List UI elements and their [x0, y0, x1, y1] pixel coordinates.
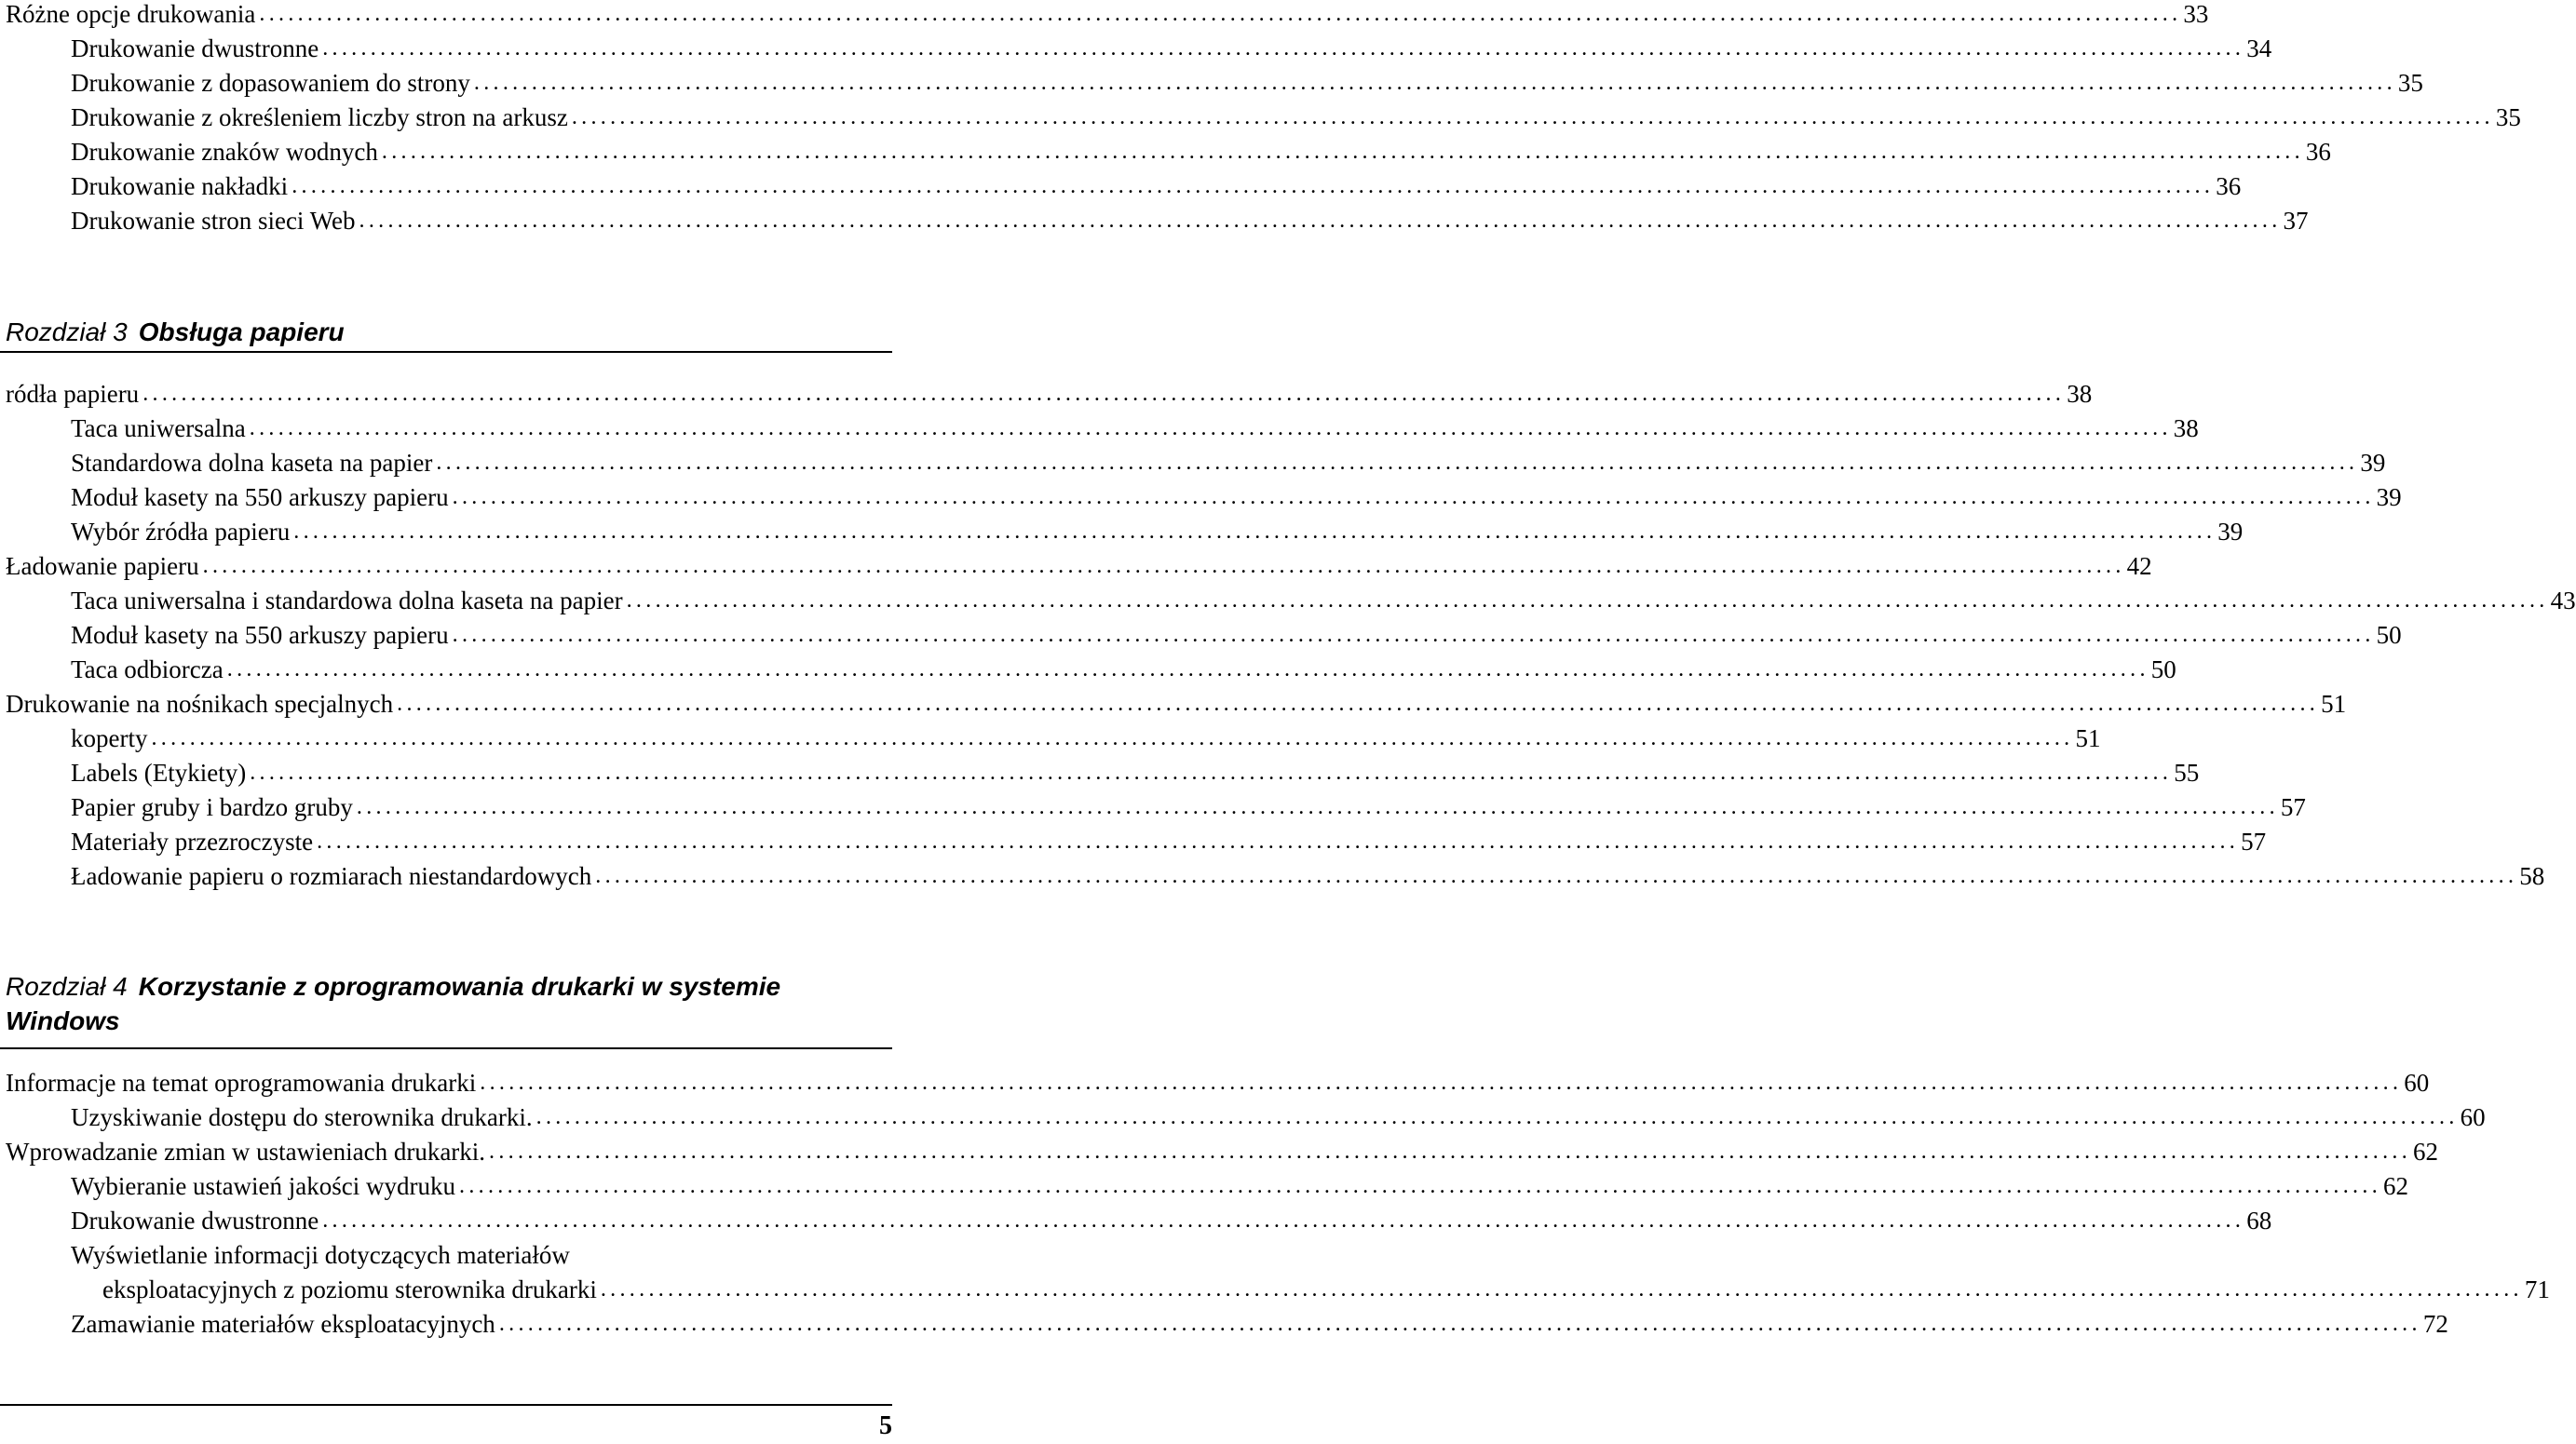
- chapter-3-rule: [0, 351, 892, 353]
- toc-entry[interactable]: [0, 549, 2152, 584]
- toc-entry-title: Drukowanie nakładki: [71, 169, 291, 204]
- toc-entry[interactable]: [0, 169, 2242, 204]
- dot-leader: ........................................................................................................................................................................................................: [536, 1105, 2459, 1129]
- toc-entry[interactable]: [0, 480, 2402, 515]
- dot-leader: ........................................................................................................................................................................................................: [397, 692, 2320, 716]
- toc-entry-title: ródła papieru: [6, 377, 142, 412]
- toc-entry-page: 39: [2217, 518, 2244, 546]
- toc-entry[interactable]: [0, 1135, 2439, 1169]
- toc-entry[interactable]: [0, 1204, 2272, 1238]
- chapter-title-line2: Windows: [6, 1006, 120, 1035]
- toc-entry-page: 68: [2246, 1207, 2272, 1235]
- chapter-label: Rozdział 4: [6, 972, 128, 1001]
- toc-entry-title: Wyświetlanie informacji dotyczących materiałów: [71, 1241, 570, 1269]
- toc-entry-page: 38: [2173, 414, 2199, 442]
- toc-entry-page: 38: [2067, 380, 2093, 408]
- toc-entry-page: 42: [2126, 552, 2152, 580]
- toc-entry-title: Drukowanie stron sieci Web: [71, 204, 359, 238]
- toc-entry-title: Taca uniwersalna: [71, 412, 250, 446]
- dot-leader: ........................................................................................................................................................................................................: [473, 71, 2396, 95]
- toc-entry-title: koperty: [71, 722, 151, 756]
- dot-leader: ........................................................................................................................................................................................................: [226, 657, 2149, 682]
- toc-entry-title: Drukowanie znaków wodnych: [71, 135, 382, 169]
- toc-entry-title: Drukowanie dwustronne: [71, 32, 322, 66]
- dot-leader: ........................................................................................................................................................................................................: [291, 174, 2215, 198]
- dot-leader: ........................................................................................................................................................................................................: [381, 140, 2304, 164]
- toc-entry-title: eksploatacyjnych z poziomu sterownika drukarki: [102, 1273, 601, 1307]
- toc-entry-page: 62: [2383, 1172, 2409, 1200]
- toc-entry-page: 37: [2283, 207, 2309, 235]
- dot-leader: ........................................................................................................................................................................................................: [322, 36, 2245, 61]
- dot-leader: ........................................................................................................................................................................................................: [571, 105, 2494, 129]
- toc-entry-page: 35: [2495, 103, 2521, 131]
- toc-entry[interactable]: [0, 1066, 2430, 1100]
- dot-leader: ........................................................................................................................................................................................................: [459, 1174, 2382, 1198]
- dot-leader: ........................................................................................................................................................................................................: [600, 1277, 2523, 1302]
- toc-section-2: [0, 377, 2576, 894]
- toc-section-3: [0, 1066, 2550, 1342]
- toc-entry-page: 57: [2241, 828, 2267, 856]
- page-number: 5: [879, 1411, 892, 1440]
- dot-leader: ........................................................................................................................................................................................................: [480, 1071, 2403, 1095]
- chapter-4-heading: [6, 969, 881, 1038]
- toc-entry[interactable]: [0, 859, 2545, 894]
- toc-entry[interactable]: [0, 756, 2200, 790]
- toc-entry-page: 34: [2246, 34, 2272, 62]
- toc-entry[interactable]: [0, 101, 2521, 135]
- toc-entry-page: 55: [2174, 759, 2200, 787]
- toc-entry-page: 58: [2519, 862, 2545, 890]
- toc-entry-page: 50: [2150, 655, 2176, 683]
- dot-leader: ........................................................................................................................................................................................................: [259, 2, 2182, 26]
- toc-entry[interactable]: [0, 412, 2199, 446]
- dot-leader: ........................................................................................................................................................................................................: [142, 382, 2066, 406]
- dot-leader: ........................................................................................................................................................................................................: [436, 451, 2359, 475]
- toc-entry[interactable]: [0, 446, 2386, 480]
- toc-entry-page: 72: [2422, 1310, 2448, 1338]
- chapter-title: Korzystanie z oprogramowania drukarki w systemie: [138, 972, 781, 1001]
- toc-entry-title: Drukowanie dwustronne: [71, 1204, 322, 1238]
- toc-entry[interactable]: [0, 0, 2209, 32]
- toc-entry-page: 36: [2305, 138, 2331, 166]
- dot-leader: ........................................................................................................................................................................................................: [595, 864, 2518, 888]
- chapter-title: Obsługa papieru: [138, 317, 345, 346]
- toc-entry[interactable]: [0, 825, 2267, 859]
- toc-entry[interactable]: [0, 618, 2402, 653]
- dot-leader: ........................................................................................................................................................................................................: [151, 726, 2074, 750]
- dot-leader: ........................................................................................................................................................................................................: [317, 830, 2240, 854]
- toc-entry-title: Drukowanie na nośnikach specjalnych: [6, 687, 397, 722]
- chapter-label: Rozdział 3: [6, 317, 128, 346]
- dot-leader: ........................................................................................................................................................................................................: [249, 416, 2172, 440]
- toc-entry-page: 60: [2460, 1103, 2486, 1131]
- toc-entry-page: 43: [2550, 587, 2576, 614]
- toc-entry-title: Wybieranie ustawień jakości wydruku: [71, 1169, 459, 1204]
- toc-entry[interactable]: [0, 653, 2176, 687]
- chapter-3-heading: [6, 315, 881, 349]
- toc-entry-title: Wprowadzanie zmian w ustawieniach drukarki.: [6, 1135, 489, 1169]
- toc-entry-title: Taca odbiorcza: [71, 653, 227, 687]
- toc-entry[interactable]: [0, 790, 2306, 825]
- toc-entry-title: Materiały przezroczyste: [71, 825, 317, 859]
- toc-entry[interactable]: [0, 32, 2272, 66]
- toc-entry-page: 39: [2360, 449, 2386, 477]
- toc-entry[interactable]: [0, 722, 2101, 756]
- toc-entry[interactable]: [0, 1273, 2550, 1307]
- toc-entry[interactable]: [0, 204, 2309, 238]
- toc-entry-page: 57: [2280, 793, 2306, 821]
- toc-entry[interactable]: [0, 687, 2347, 722]
- toc-entry-title: Papier gruby i bardzo gruby: [71, 790, 357, 825]
- toc-entry-title: Taca uniwersalna i standardowa dolna kaseta na papier: [71, 584, 627, 618]
- toc-entry[interactable]: [0, 1238, 894, 1273]
- dot-leader: ........................................................................................................................................................................................................: [293, 520, 2217, 544]
- toc-entry[interactable]: [0, 66, 2423, 101]
- toc-entry-page: 36: [2216, 172, 2242, 200]
- toc-entry-title: Różne opcje drukowania: [6, 0, 259, 32]
- toc-entry[interactable]: [0, 1307, 2448, 1342]
- dot-leader: ........................................................................................................................................................................................................: [356, 795, 2279, 819]
- toc-entry[interactable]: [0, 377, 2093, 412]
- toc-entry-title: Uzyskiwanie dostępu do sterownika drukarki.: [71, 1100, 536, 1135]
- toc-entry-page: 33: [2183, 0, 2209, 28]
- dot-leader: ........................................................................................................................................................................................................: [250, 761, 2173, 785]
- toc-entry-title: Moduł kasety na 550 arkuszy papieru: [71, 480, 453, 515]
- toc-entry-title: Ładowanie papieru o rozmiarach niestandardowych: [71, 859, 595, 894]
- toc-entry-title: Drukowanie z dopasowaniem do strony: [71, 66, 474, 101]
- dot-leader: ........................................................................................................................................................................................................: [452, 623, 2375, 647]
- toc-entry-page: 35: [2397, 69, 2423, 97]
- dot-leader: ........................................................................................................................................................................................................: [489, 1140, 2412, 1164]
- toc-entry-title: Moduł kasety na 550 arkuszy papieru: [71, 618, 453, 653]
- toc-entry-page: 62: [2413, 1138, 2439, 1166]
- toc-entry-page: 50: [2376, 621, 2402, 649]
- dot-leader: ........................................................................................................................................................................................................: [202, 554, 2125, 578]
- toc-entry-page: 51: [2075, 724, 2101, 752]
- toc-entry[interactable]: [0, 135, 2331, 169]
- footer-rule: [0, 1404, 892, 1406]
- toc-entry-title: Wybór źródła papieru: [71, 515, 293, 549]
- toc-entry-title: Standardowa dolna kaseta na papier: [71, 446, 436, 480]
- toc-entry[interactable]: [0, 584, 2576, 618]
- toc-entry[interactable]: [0, 1100, 2486, 1135]
- toc-entry-page: 60: [2404, 1069, 2430, 1097]
- dot-leader: ........................................................................................................................................................................................................: [359, 209, 2282, 233]
- toc-section-1: [0, 0, 2521, 238]
- toc-entry-page: 39: [2376, 483, 2402, 511]
- dot-leader: ........................................................................................................................................................................................................: [626, 588, 2549, 613]
- toc-entry-title: Labels (Etykiety): [71, 756, 250, 790]
- toc-entry-title: Drukowanie z określeniem liczby stron na arkusz: [71, 101, 572, 135]
- chapter-4-rule: [0, 1047, 892, 1049]
- dot-leader: ........................................................................................................................................................................................................: [452, 485, 2375, 509]
- toc-entry-title: Zamawianie materiałów eksploatacyjnych: [71, 1307, 499, 1342]
- dot-leader: ........................................................................................................................................................................................................: [498, 1312, 2421, 1336]
- toc-entry-title: Informacje na temat oprogramowania drukarki: [6, 1066, 480, 1100]
- toc-entry-page: 71: [2524, 1275, 2550, 1303]
- toc-entry-title: Ładowanie papieru: [6, 549, 203, 584]
- toc-entry[interactable]: [0, 515, 2244, 549]
- toc-entry-page: 51: [2321, 690, 2347, 718]
- dot-leader: ........................................................................................................................................................................................................: [322, 1208, 2245, 1233]
- toc-entry[interactable]: [0, 1169, 2409, 1204]
